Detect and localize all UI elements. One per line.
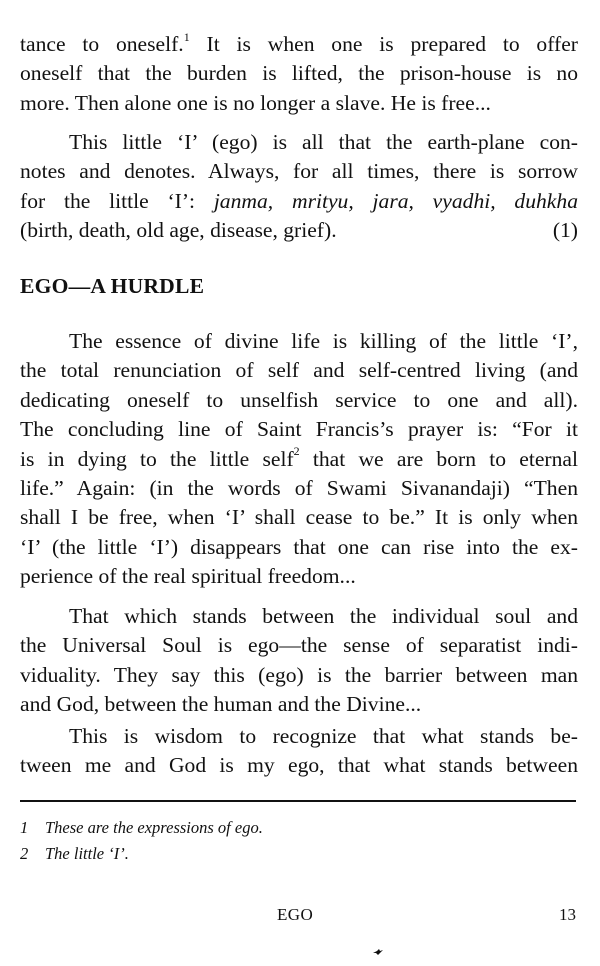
footnote-item	[20, 841, 263, 867]
running-footer: EGO	[277, 905, 314, 924]
footnote-ref[interactable]: 1	[183, 29, 190, 44]
paragraph-universal-soul	[20, 602, 578, 720]
body-line: and God, between the human and the Divine...	[20, 692, 422, 717]
paragraph-ego-definition	[20, 128, 578, 246]
body-line: is in dying to the little self$^2$ that we are born to eternal	[20, 444, 578, 471]
body-line: more. Then alone one is no longer a slave. He is free...	[20, 90, 491, 115]
body-line: perience of the real spiritual freedom...	[20, 564, 356, 589]
footnote-ref[interactable]: 2	[293, 444, 300, 459]
body-line: oneself that the burden is lifted, the prison-house is no	[20, 61, 578, 86]
body-line: tance to oneself.$^1$ It is when one is prepared to offer	[20, 29, 578, 56]
footnote-number: 1	[20, 818, 29, 837]
paragraph-wisdom	[20, 722, 578, 781]
body-line: tween me and God is my ego, that what stands between	[20, 753, 578, 778]
footnote-text: The little ‘I’.	[45, 844, 129, 863]
body-line: This is wisdom to recognize that what stands be-	[69, 724, 578, 748]
body-line: shall I be free, when ‘I’ shall cease to be.” It is only when	[20, 505, 578, 530]
body-line: The concluding line of Saint Francis’s prayer is: “For it	[20, 417, 578, 442]
body-line: (birth, death, old age, disease, grief). (1)	[20, 216, 578, 245]
section-heading: EGO—A HURDLE	[20, 274, 205, 298]
footnotes	[20, 815, 263, 867]
equation-number: (1)	[552, 218, 578, 243]
footnote-item	[20, 815, 263, 841]
print-speck	[372, 948, 384, 956]
body-line: dedicating oneself to unselfish service to one and all).	[20, 387, 578, 412]
sanskrit-terms: janma, mrityu, jara, vyadhi, duhkha	[213, 188, 578, 213]
body-line: That which stands between the individual soul and	[69, 604, 578, 628]
page-number: 13	[559, 905, 576, 924]
footnote-divider	[20, 800, 576, 802]
body-line: The essence of divine life is killing of the little ‘I’,	[69, 329, 578, 353]
paragraph-continuation	[20, 30, 578, 118]
body-line: viduality. They say this (ego) is the barrier between man	[20, 662, 578, 687]
paragraph-divine-life	[20, 327, 578, 592]
footnote-text: These are the expressions of ego.	[45, 818, 263, 837]
body-line: the Universal Soul is ego—the sense of separatist indi-	[20, 633, 578, 658]
body-line: the total renunciation of self and self-centred living (and	[20, 358, 578, 383]
body-line: notes and denotes. Always, for all times, there is sorrow	[20, 159, 578, 184]
body-line: ‘I’ (the little ‘I’) disappears that one can rise into the ex-	[20, 534, 578, 559]
body-line: This little ‘I’ (ego) is all that the earth-plane con-	[69, 130, 578, 154]
body-line: life.” Again: (in the words of Swami Sivanandaji) “Then	[20, 475, 578, 500]
body-line: for the little ‘I’: janma, mrityu, jara, vyadhi, duhkha	[20, 188, 578, 213]
footnote-number: 2	[20, 844, 29, 863]
